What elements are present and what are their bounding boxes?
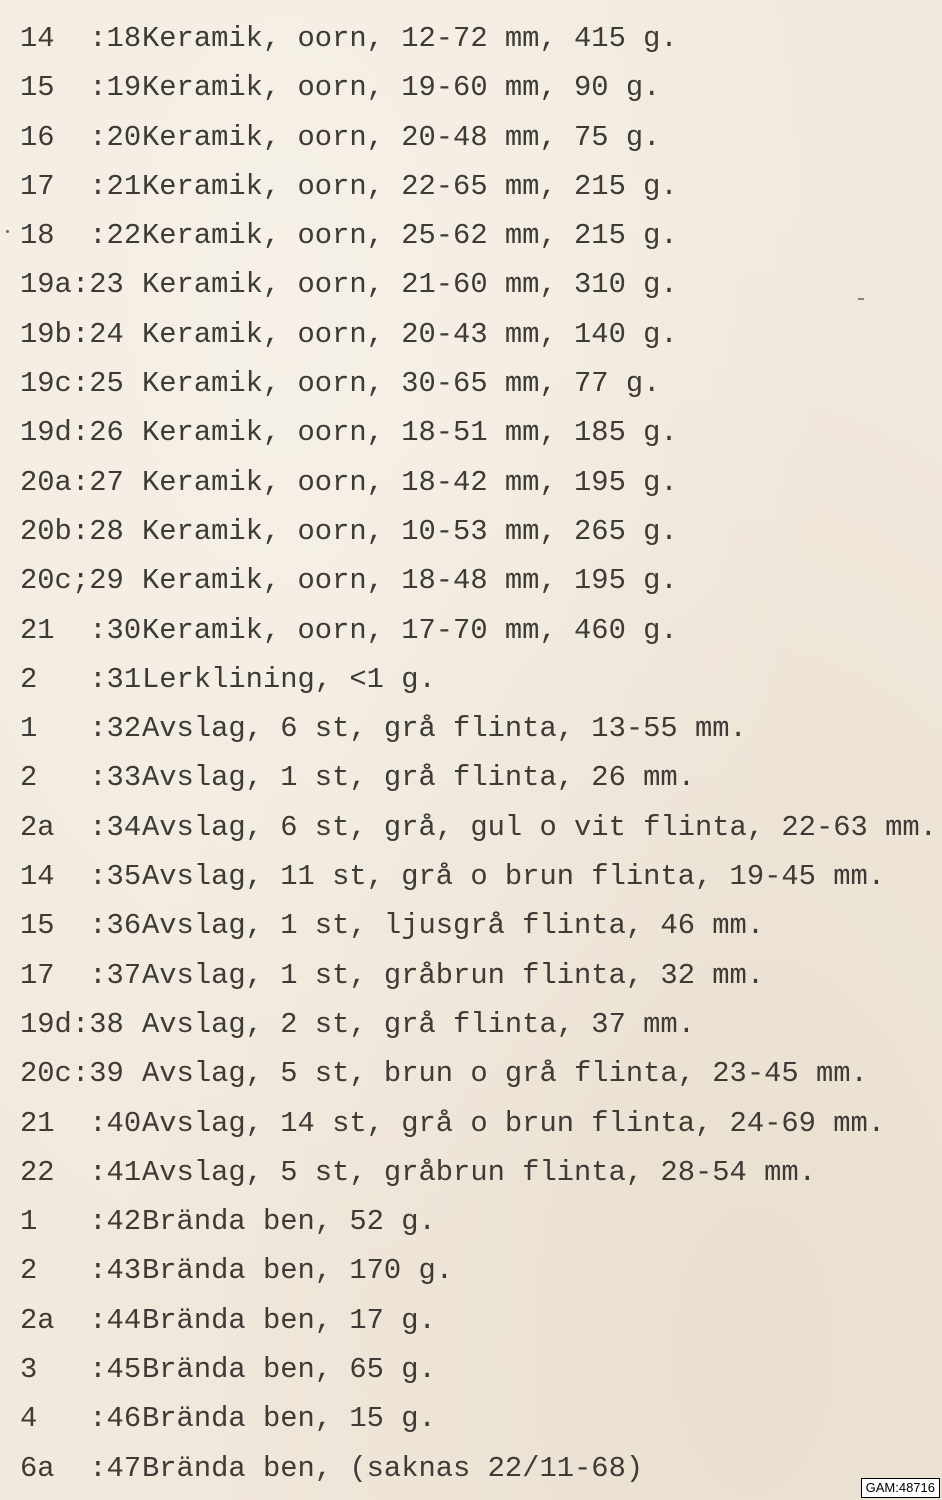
find-number: 17 — [20, 958, 55, 992]
find-description: Keramik, oorn, 12-72 mm, 415 g. — [142, 22, 678, 55]
find-number: 15 — [20, 909, 55, 943]
catalog-row — [20, 659, 937, 708]
catalog-number: :45 — [72, 1353, 142, 1387]
find-description: Brända ben, 65 g. — [142, 1353, 436, 1387]
catalog-number: :27 — [72, 465, 124, 499]
catalog-number: :34 — [72, 810, 142, 844]
catalog-number: :36 — [72, 909, 142, 943]
find-number: 2 — [20, 761, 38, 795]
catalog-row — [20, 1448, 937, 1497]
catalog-number: :44 — [72, 1303, 142, 1337]
catalog-number: :19 — [72, 71, 142, 105]
find-number: 20a — [20, 465, 72, 499]
find-description: Avslag, 5 st, gråbrun flinta, 28-54 mm. — [142, 1155, 816, 1189]
catalog-row — [20, 1053, 937, 1102]
find-description: Avslag, 6 st, grå flinta, 13-55 mm. — [142, 712, 747, 746]
find-description: Keramik, oorn, 25-62 mm, 215 g. — [142, 219, 678, 253]
catalog-number: :47 — [72, 1451, 142, 1485]
find-description: Brända ben, (saknas 22/11-68) — [142, 1451, 644, 1485]
catalog-number: :41 — [72, 1155, 142, 1189]
catalog-number: :20 — [72, 120, 142, 154]
find-description: Avslag, 11 st, grå o brun flinta, 19-45 mm. — [142, 860, 886, 894]
find-number: 2a — [20, 1303, 55, 1337]
find-number: 21 — [20, 613, 55, 647]
catalog-row — [20, 1103, 937, 1152]
find-description: Avslag, 5 st, brun o grå flinta, 23-45 mm. — [142, 1057, 868, 1091]
find-description: Avslag, 6 st, grå, gul o vit flinta, 22-63 mm. — [142, 810, 937, 844]
archive-id-label: GAM:48716 — [861, 1478, 940, 1498]
catalog-row — [20, 560, 937, 609]
find-number: 16 — [20, 120, 55, 154]
catalog-number: :31 — [72, 662, 142, 696]
find-number: 19b — [20, 317, 72, 351]
catalog-row — [20, 1152, 937, 1201]
find-description: Avslag, 1 st, ljusgrå flinta, 46 mm. — [142, 909, 765, 943]
catalog-row — [20, 807, 937, 856]
catalog-number: :40 — [72, 1106, 142, 1140]
find-number: 20c — [20, 564, 72, 598]
catalog-number: :39 — [72, 1057, 124, 1091]
find-number: 19d — [20, 1007, 72, 1041]
catalog-row — [20, 1398, 937, 1447]
catalog-number: :32 — [72, 712, 142, 746]
catalog-number: :28 — [72, 514, 124, 548]
catalog-row — [20, 955, 937, 1004]
find-description: Keramik, oorn, 20-48 mm, 75 g. — [142, 120, 661, 154]
catalog-number: :30 — [72, 613, 142, 647]
catalog-row — [20, 117, 937, 166]
find-description: Brända ben, 170 g. — [142, 1254, 454, 1288]
catalog-row — [20, 511, 937, 560]
find-number: 19c — [20, 367, 72, 401]
catalog-row — [20, 905, 937, 954]
catalog-row — [20, 1250, 937, 1299]
find-number: 2a — [20, 810, 55, 844]
catalog-row — [20, 363, 937, 412]
find-number: 18 — [20, 219, 55, 253]
catalog-row — [20, 314, 937, 363]
find-number: 19a — [20, 268, 72, 302]
find-description: Keramik, oorn, 10-53 mm, 265 g. — [142, 514, 678, 548]
stray-mark — [6, 230, 9, 233]
find-number: 6a — [20, 1451, 55, 1485]
find-number: 3 — [20, 1353, 38, 1387]
find-description: Brända ben, 15 g. — [142, 1402, 436, 1436]
catalog-row — [20, 856, 937, 905]
catalog-row — [20, 1300, 937, 1349]
catalog-number: :23 — [72, 268, 124, 302]
find-number: 20c — [20, 1057, 72, 1091]
find-description: Keramik, oorn, 22-65 mm, 215 g. — [142, 169, 678, 203]
catalog-number: :26 — [72, 416, 124, 450]
find-number: 22 — [20, 1155, 55, 1189]
find-description: Keramik, oorn, 30-65 mm, 77 g. — [142, 367, 661, 401]
catalog-row — [20, 462, 937, 511]
catalog-row — [20, 412, 937, 461]
find-description: Keramik, oorn, 18-51 mm, 185 g. — [142, 416, 678, 450]
find-number: 15 — [20, 71, 55, 105]
catalog-row — [20, 166, 937, 215]
catalog-row — [20, 1201, 937, 1250]
catalog-number: :25 — [72, 367, 124, 401]
find-number: 1 — [20, 1205, 38, 1239]
find-number: 17 — [20, 169, 55, 203]
catalog-row — [20, 18, 937, 67]
catalog-number: :24 — [72, 317, 124, 351]
find-number: 1 — [20, 712, 38, 746]
catalog-row — [20, 610, 937, 659]
find-description: Avslag, 2 st, grå flinta, 37 mm. — [142, 1007, 695, 1041]
catalog-number: :33 — [72, 761, 142, 795]
catalog-row — [20, 1004, 937, 1053]
find-description: Brända ben, 17 g. — [142, 1303, 436, 1337]
catalog-row — [20, 1349, 937, 1398]
catalog-number: :35 — [72, 860, 142, 894]
find-description: Lerklining, <1 g. — [142, 662, 436, 696]
catalog-number: :46 — [72, 1402, 142, 1436]
catalog-row — [20, 757, 937, 806]
find-number: 4 — [20, 1402, 38, 1436]
find-description: Keramik, oorn, 17-70 mm, 460 g. — [142, 613, 678, 647]
find-number: 20b — [20, 514, 72, 548]
catalog-row — [20, 215, 937, 264]
catalog-number: :42 — [72, 1205, 142, 1239]
catalog-list — [20, 18, 937, 1497]
find-number: 14 — [20, 860, 55, 894]
find-description: Brända ben, 52 g. — [142, 1205, 436, 1239]
find-number: 21 — [20, 1106, 55, 1140]
catalog-row — [20, 264, 937, 313]
find-description: Keramik, oorn, 21-60 mm, 310 g. — [142, 268, 678, 302]
find-number: 14 — [20, 22, 55, 55]
catalog-number: :21 — [72, 169, 142, 203]
catalog-number: ;29 — [72, 564, 124, 598]
catalog-number: :22 — [72, 219, 142, 253]
find-description: Avslag, 1 st, gråbrun flinta, 32 mm. — [142, 958, 765, 992]
find-description: Keramik, oorn, 19-60 mm, 90 g. — [142, 71, 661, 105]
find-number: 19d — [20, 416, 72, 450]
catalog-number: :37 — [72, 958, 142, 992]
catalog-number: :43 — [72, 1254, 142, 1288]
find-description: Keramik, oorn, 20-43 mm, 140 g. — [142, 317, 678, 351]
find-description: Keramik, oorn, 18-42 mm, 195 g. — [142, 465, 678, 499]
catalog-number: :18 — [72, 22, 142, 55]
catalog-row — [20, 67, 937, 116]
find-number: 2 — [20, 662, 38, 696]
find-description: Avslag, 1 st, grå flinta, 26 mm. — [142, 761, 695, 795]
find-description: Keramik, oorn, 18-48 mm, 195 g. — [142, 564, 678, 598]
catalog-row — [20, 708, 937, 757]
find-number: 2 — [20, 1254, 38, 1288]
catalog-number: :38 — [72, 1007, 124, 1041]
find-description: Avslag, 14 st, grå o brun flinta, 24-69 mm. — [142, 1106, 886, 1140]
